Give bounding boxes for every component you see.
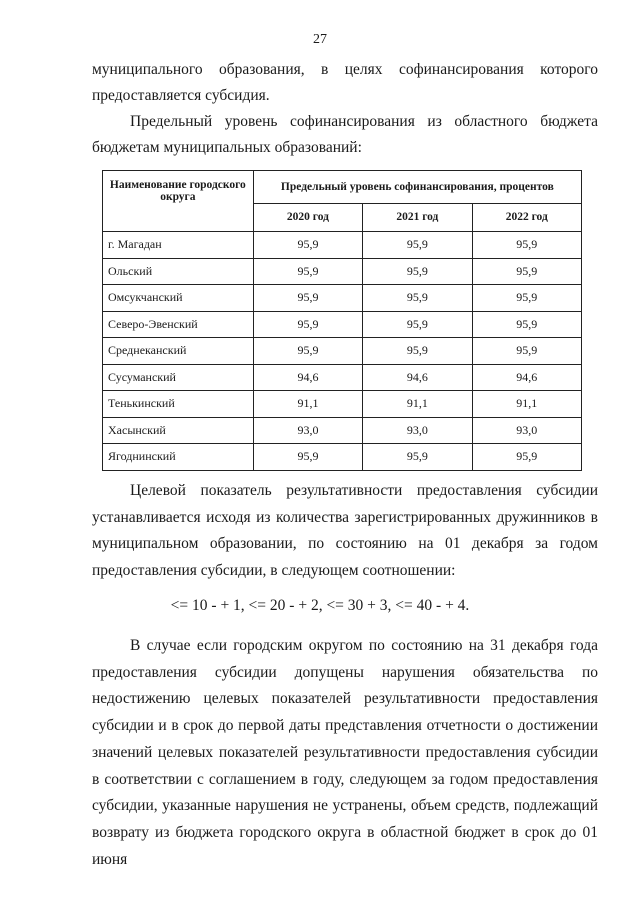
district-name: Ягоднинский — [103, 444, 254, 471]
header-year-2021: 2021 год — [363, 203, 472, 231]
paragraph-violations: В случае если городским округом по состоянию на 31 декабря года предоставления субсидии допущены нарушения обязательства по недостижению целевых показателей результативности предоставления субсидии и в срок до первой даты представления отчетности о достижении значений целевых показателей результативности предоставления субсидии в соответствии с соглашением в году, следующем за годом предоставления субсидии, указанные нарушения не устранены, объем средств, подлежащий возврату из бюджета городского округа в областной бюджет в срок до 01 июня — [92, 637, 598, 868]
value-2021: 95,9 — [363, 444, 472, 471]
paragraph-target-indicator: Целевой показатель результативности предоставления субсидии устанавливается исходя из количества зарегистрированных дружинников в муниципальном образовании, по состоянию на 01 декабря за годом предоставления субсидии, в следующем соотношении: — [92, 482, 598, 579]
value-2022: 95,9 — [472, 258, 581, 285]
table-row — [103, 285, 582, 312]
table-row — [103, 444, 582, 471]
value-2022: 94,6 — [472, 364, 581, 391]
value-2020: 95,9 — [253, 444, 362, 471]
table-row — [103, 338, 582, 365]
table-row — [103, 258, 582, 285]
value-2020: 93,0 — [253, 417, 362, 444]
value-2022: 95,9 — [472, 311, 581, 338]
value-2020: 95,9 — [253, 258, 362, 285]
district-name: Среднеканский — [103, 338, 254, 365]
district-name: Ольский — [103, 258, 254, 285]
table-row — [103, 311, 582, 338]
value-2022: 95,9 — [472, 232, 581, 259]
value-2022: 95,9 — [472, 444, 581, 471]
value-2021: 95,9 — [363, 258, 472, 285]
table-row — [103, 232, 582, 259]
paragraph-cofinancing-intro: Предельный уровень софинансирования из областного бюджета бюджетам муниципальных образований: — [92, 113, 598, 156]
value-2021: 95,9 — [363, 338, 472, 365]
value-2021: 95,9 — [363, 311, 472, 338]
value-2022: 93,0 — [472, 417, 581, 444]
value-2020: 95,9 — [253, 232, 362, 259]
header-district-name: Наименование городского округа — [103, 171, 254, 232]
district-name: Сусуманский — [103, 364, 254, 391]
header-year-2022: 2022 год — [472, 203, 581, 231]
value-2021: 91,1 — [363, 391, 472, 418]
value-2021: 95,9 — [363, 232, 472, 259]
value-2021: 93,0 — [363, 417, 472, 444]
district-name: Тенькинский — [103, 391, 254, 418]
table-row — [103, 391, 582, 418]
district-name: Хасынский — [103, 417, 254, 444]
value-2020: 94,6 — [253, 364, 362, 391]
value-2020: 95,9 — [253, 338, 362, 365]
value-2022: 91,1 — [472, 391, 581, 418]
cofinancing-table — [102, 170, 582, 471]
ratio-formula: <= 10 - + 1, <= 20 - + 2, <= 30 + 3, <= 40 - + 4. — [170, 597, 470, 614]
value-2022: 95,9 — [472, 338, 581, 365]
table-row — [103, 364, 582, 391]
header-year-2020: 2020 год — [253, 203, 362, 231]
district-name: Северо-Эвенский — [103, 311, 254, 338]
table-row — [103, 417, 582, 444]
value-2022: 95,9 — [472, 285, 581, 312]
header-cofinancing-level: Предельный уровень софинансирования, процентов — [253, 171, 581, 204]
value-2020: 95,9 — [253, 311, 362, 338]
value-2020: 95,9 — [253, 285, 362, 312]
district-name: г. Магадан — [103, 232, 254, 259]
district-name: Омсукчанский — [103, 285, 254, 312]
page-number: 27 — [313, 32, 327, 47]
value-2021: 95,9 — [363, 285, 472, 312]
value-2020: 91,1 — [253, 391, 362, 418]
paragraph-continued: муниципального образования, в целях софинансирования которого предоставляется субсидия. — [92, 61, 598, 104]
value-2021: 94,6 — [363, 364, 472, 391]
